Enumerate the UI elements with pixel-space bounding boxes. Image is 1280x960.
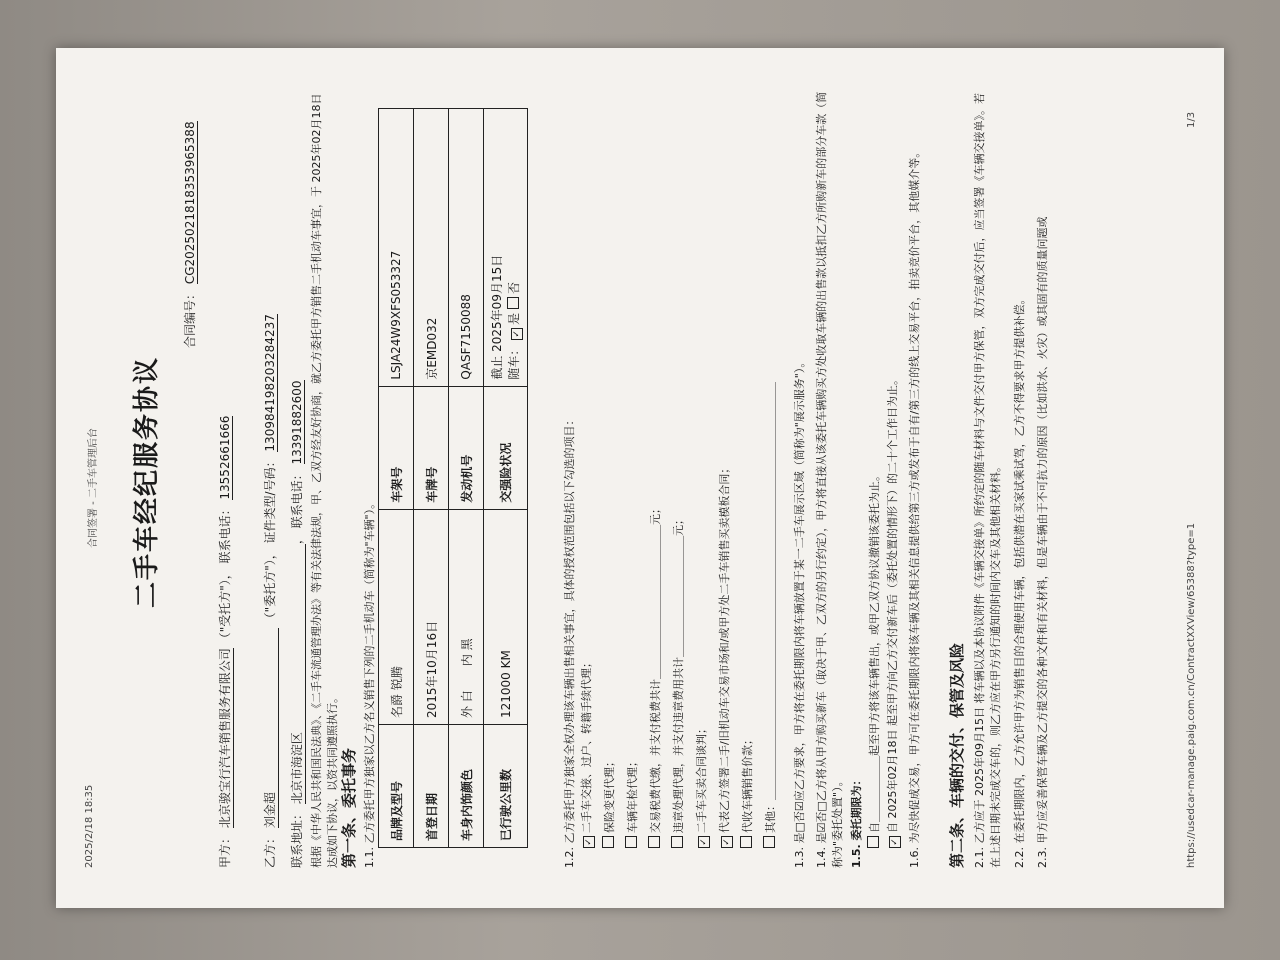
party-a-label: 甲方： — [218, 831, 232, 868]
registration-value: 2015年10月16日 — [414, 509, 449, 724]
document-sheet — [56, 48, 1224, 908]
mileage-unit: KM — [498, 650, 513, 669]
party-a-phone: 13552661666 — [218, 415, 232, 500]
authorization-text: 违章处理代理，并支付违章费用共计＿＿＿＿＿＿＿＿＿＿＿元； — [672, 514, 685, 833]
party-b-phone-label: 联系电话： — [290, 468, 304, 529]
term-option-1 — [866, 470, 882, 848]
authorization-item — [578, 382, 601, 848]
mileage-label: 已行驶公里数 — [484, 725, 528, 848]
insurance-until: 截止 2025年09月15日 — [490, 254, 504, 380]
vin-label: 车架号 — [379, 386, 414, 509]
print-header: 合同签署 - 二手车管理后台 — [88, 428, 99, 548]
party-a-name: 北京骏宝行汽车销售服务有限公司 — [218, 648, 232, 829]
clause-1-3: 1.3. 是□否☑应乙方要求，甲方将在委托期限内将车辆放置于某一二手车展示区域（简称为"展示服务"）。 — [793, 356, 806, 868]
vehicle-table — [378, 108, 528, 848]
interior-color: 内 黑 — [459, 638, 474, 667]
authorization-checkbox[interactable] — [625, 836, 637, 848]
authorization-item — [624, 382, 647, 848]
table-row — [484, 109, 528, 848]
contract-number — [181, 121, 198, 348]
exterior-color: 外 白 — [459, 690, 474, 718]
authorization-item — [601, 382, 624, 848]
authorization-checkbox[interactable] — [763, 836, 775, 848]
table-row — [449, 109, 484, 848]
authorization-text: 其他：＿＿＿＿＿＿＿＿＿＿＿＿＿＿＿＿＿＿＿＿＿＿＿＿＿＿＿＿＿＿＿＿＿＿＿＿＿＿ — [764, 382, 777, 833]
party-b-id: 130984198203284237 — [263, 314, 277, 452]
authorization-text: 车辆年检代理； — [626, 756, 639, 833]
yes-label: 是 — [507, 312, 521, 325]
authorization-checkbox[interactable] — [740, 836, 752, 848]
footer-url[interactable]: https://usedcar-manage.paig.com.cn/ContractXXView/65388?type=1 — [1186, 522, 1197, 868]
color-value — [449, 509, 484, 724]
authorization-item — [739, 382, 762, 848]
plate-label: 车牌号 — [414, 386, 449, 509]
authorization-list — [578, 382, 785, 848]
authorization-checkbox[interactable]: ✓ — [698, 836, 710, 848]
insurance-follow-label: 随车： — [507, 343, 521, 380]
insurance-value — [484, 109, 528, 387]
party-a-role: （"受托方"） — [218, 579, 232, 645]
party-b-id-label: 证件类型/号码： — [263, 455, 277, 544]
mileage-value — [484, 509, 528, 724]
plate-value: 京EMD032 — [414, 109, 449, 387]
term-option-2 — [884, 374, 901, 848]
yes-checkbox[interactable]: ✓ — [511, 328, 523, 340]
brand-label: 品牌及型号 — [379, 725, 414, 848]
engine-value: QASF7150088 — [449, 109, 484, 387]
authorization-item — [693, 382, 716, 848]
clause-1-5-title: 1.5. 委托期限为： — [850, 774, 863, 868]
contract-number-label: 合同编号： — [183, 287, 197, 348]
authorization-text: 交易税费代缴，并支付税费共计＿＿＿＿＿＿＿＿＿＿＿＿＿＿元； — [649, 503, 662, 833]
authorization-item — [647, 382, 670, 848]
no-checkbox[interactable] — [507, 297, 519, 309]
authorization-text: 保险变更代理； — [603, 756, 616, 833]
registration-label: 首登日期 — [414, 725, 449, 848]
authorization-text: 代表乙方签署二手/旧机动车交易市场和/或甲方处二手车销售买卖模板合同； — [718, 462, 731, 833]
term-option-2-text: 自 2025年02月18日 起至甲方向乙方交付新车后（委托处置的情形下）的二十个工作日为止。 — [886, 374, 899, 833]
party-a-phone-label: 联系电话： — [218, 503, 232, 564]
authorization-checkbox[interactable] — [648, 836, 660, 848]
clause-1-6: 1.6. 为尽快促成交易，甲方可在委托期限内将该车辆及其相关信息提供给第三方或发布于自有/第三方的线上交易平台，拍卖竞价平台，其他媒介等。 — [908, 146, 921, 868]
party-b-line: 乙方： 刘金超 （"委托方"）， 证件类型/号码： 130984198203284237 — [263, 314, 277, 868]
section-1-title: 第一条、委托事务 — [340, 747, 358, 868]
page-number: 1/3 — [1186, 111, 1197, 128]
table-row — [414, 109, 449, 848]
table-row — [379, 109, 414, 848]
no-label: 否 — [507, 281, 521, 294]
term-option-1-checkbox[interactable] — [867, 836, 879, 848]
contract-number-value: CG2025021818353965388 — [183, 121, 197, 285]
term-option-2-checkbox[interactable]: ✓ — [889, 836, 901, 848]
vin-value: LSJA24W9XFS053327 — [379, 109, 414, 387]
party-b-role: （"委托方"） — [263, 559, 277, 625]
authorization-item — [670, 382, 693, 848]
party-b-label: 乙方： — [263, 831, 277, 868]
authorization-checkbox[interactable]: ✓ — [721, 836, 733, 848]
brand-value: 名爵 锐腾 — [379, 509, 414, 724]
clause-2-2: 2.2. 在委托期限内，乙方允许甲方为销售目的合理使用车辆，包括供潜在买家试乘试驾，乙方不得要求甲方提供补偿。 — [1013, 293, 1026, 868]
clause-1-4: 1.4. 是☑否□乙方将从甲方购买新车（取决于甲、乙双方的另行约定），甲方将直接从该委托车辆购买方处收取车辆的出售款以抵扣乙方所购新车的部分车款（简称为"委托处置"）。 — [815, 91, 844, 868]
term-option-1-text: 自＿＿＿＿＿＿起至甲方将该车辆售出，或甲乙双方协议撤销该委托为止。 — [868, 470, 881, 833]
clause-1-2: 1.2. 乙方委托甲方独家全权办理该车辆出售相关事宜，具体的授权范围包括以下勾选的项目： — [563, 414, 576, 868]
mileage-number: 121000 — [498, 672, 513, 718]
section-2-title: 第二条、车辆的交付、保管及风险 — [948, 642, 966, 868]
party-b-address: 北京市海淀区 — [288, 544, 306, 804]
party-a-line: 甲方： 北京骏宝行汽车销售服务有限公司 （"受托方"）， 联系电话： 13552661666 — [218, 415, 232, 868]
page-title: 二手车经纪服务协议 — [132, 355, 162, 608]
engine-label: 发动机号 — [449, 386, 484, 509]
color-label: 车身内饰颜色 — [449, 725, 484, 848]
authorization-checkbox[interactable] — [671, 836, 683, 848]
authorization-item — [716, 382, 739, 848]
authorization-text: 代收车辆销售价款； — [741, 734, 754, 833]
rotated-page — [56, 48, 1224, 908]
party-b-name: 刘金超 — [261, 628, 279, 828]
authorization-text: 二手车交接、过户、转籍手续代理； — [580, 657, 593, 833]
party-b-address-label: 联系地址： — [290, 807, 304, 868]
clause-2-3: 2.3. 甲方应妥善保管车辆及乙方提交的各种文件和有关材料，但是车辆由于不可抗力的原因（比如洪水、火灾）或其固有的质量问题或 — [1036, 216, 1049, 868]
insurance-label: 交强险状况 — [484, 386, 528, 509]
authorization-checkbox[interactable]: ✓ — [583, 836, 595, 848]
authorization-checkbox[interactable] — [602, 836, 614, 848]
party-b-address-line: 联系地址： 北京市海淀区， 联系电话： 13391882600 — [290, 380, 304, 868]
party-b-phone: 13391882600 — [290, 380, 304, 465]
print-timestamp: 2025/2/18 18:35 — [84, 784, 95, 868]
clause-2-1: 2.1. 乙方应于 2025年09月15日 将车辆以及本协议附件《车辆交接单》所约定的随车材料与文件交付甲方保管，双方完成交付后，应当签署《车辆交接单》。若在上述日期未完成交车的，则乙方应在甲方另行通知的时间内交车及其他相关材料。 — [973, 93, 1002, 868]
clause-1-1: 1.1. 乙方委托甲方独家以乙方名义销售下列的二手机动车（简称为"车辆"）。 — [363, 497, 376, 868]
authorization-item — [762, 382, 785, 848]
agreement-basis: 根据《中华人民共和国民法典》、《二手车流通管理办法》等有关法律法规，甲、乙双方经友好协商，就乙方委托甲方销售二手机动车事宜，于 2025年02月18日 达成如下协议，以资共同遵照执行。 — [310, 93, 339, 868]
authorization-text: 二手车买卖合同谈判； — [695, 723, 708, 833]
